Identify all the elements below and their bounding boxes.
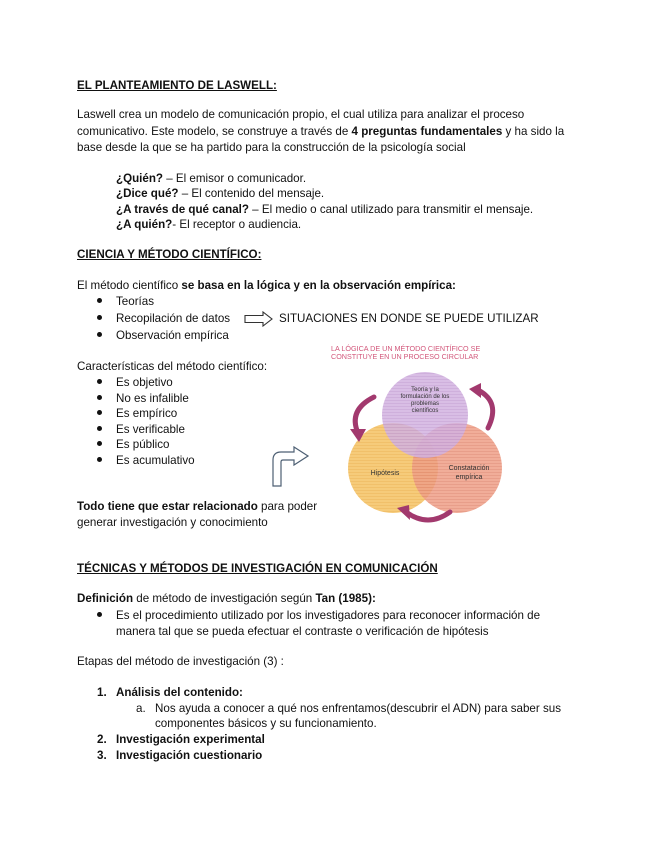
circle-label: Teoría y la [411,387,439,393]
sub-item-letter: a. [136,702,146,715]
stage-item: Análisis del contenido: [116,686,243,699]
circle-label: científicos [411,408,439,414]
char-item: Es verificable [116,423,185,436]
circle-label: problemas [410,401,440,407]
diagram-title: CONSTITUYE EN UN PROCESO CIRCULAR [331,352,479,361]
relation-line: Todo tiene que estar relacionado para poder [77,500,318,513]
question-what: ¿Dice qué? – El contenido del mensaje. [116,187,325,200]
bullet-icon [97,612,102,617]
method-intro: El método científico se basa en la lógica y en la observación empírica: [77,279,456,292]
char-item: No es infalible [116,392,189,405]
list-item-theories: Teorías [116,295,155,308]
bullet-icon [97,332,102,337]
circle-label: formulación de los [400,394,450,400]
cycle-arrowhead [469,383,481,398]
list-item-data-collection: Recopilación de datos [116,312,231,325]
definition-line: Definición de método de investigación según Tan (1985): [77,592,376,605]
circle-label: empírica [455,474,483,481]
definition-text: Es el procedimiento utilizado por los investigadores para reconocer información de [116,609,541,622]
diagram-title: LA LÓGICA DE UN MÉTODO CIENTÍFICO SE [331,344,481,353]
stage-item: Investigación experimental [116,733,265,746]
laswell-paragraph-line: base desde la que se ha partido para la construcción de la psicología social [77,141,466,154]
laswell-paragraph-line: comunicativo. Este modelo, se construye a través de 4 preguntas fundamentales y ha sido la [77,125,565,138]
stage-item: Investigación cuestionario [116,749,263,762]
char-item: Es empírico [116,407,178,420]
question-channel: ¿A través de qué canal? – El medio o canal utilizado para transmitir el mensaje. [116,203,534,216]
circle-label: Constatación [448,465,490,472]
circle-label: Hipótesis [370,470,400,477]
bullet-icon [97,457,102,462]
right-arrow-icon [244,311,274,327]
char-item: Es objetivo [116,376,173,389]
char-item: Es público [116,438,170,451]
definition-text: manera tal que se pueda efectuar el contraste o verificación de hipótesis [116,625,489,638]
section-heading-ciencia: CIENCIA Y MÉTODO CIENTÍFICO: [77,248,262,261]
bullet-icon [97,379,102,384]
list-item-empirical-observation: Observación empírica [116,329,229,342]
stage-number: 3. [97,749,107,762]
scientific-method-diagram [318,340,518,530]
bullet-icon [97,426,102,431]
cycle-arrow [355,397,374,433]
bullet-icon [97,395,102,400]
stage-number: 1. [97,686,107,699]
bullet-icon [97,410,102,415]
stages-title: Etapas del método de investigación (3) : [77,655,284,668]
usage-situations-label: SITUACIONES EN DONDE SE PUEDE UTILIZAR [279,312,539,325]
sub-item-text: componentes básicos y su funcionamiento. [155,717,377,730]
stage-number: 2. [97,733,107,746]
laswell-paragraph-line: Laswell crea un modelo de comunicación propio, el cual utiliza para analizar el proceso [77,108,525,121]
section-heading-tecnicas: TÉCNICAS Y MÉTODOS DE INVESTIGACIÓN EN COMUNICACIÓN [77,562,438,575]
question-who: ¿Quién? – El emisor o comunicador. [116,172,307,185]
bullet-icon [97,441,102,446]
bent-arrow-icon [270,446,310,488]
char-item: Es acumulativo [116,454,195,467]
question-whom: ¿A quién?- El receptor o audiencia. [116,218,302,231]
cycle-arrow [406,512,450,520]
sub-item-text: Nos ayuda a conocer a qué nos enfrentamos(descubrir el ADN) para saber sus [155,702,561,715]
bullet-icon [97,315,102,320]
characteristics-title: Características del método científico: [77,360,268,373]
bullet-icon [97,298,102,303]
relation-line-2: generar investigación y conocimiento [77,516,268,529]
circle-theory [382,372,468,458]
section-heading-laswell: EL PLANTEAMIENTO DE LASWELL: [77,79,277,92]
